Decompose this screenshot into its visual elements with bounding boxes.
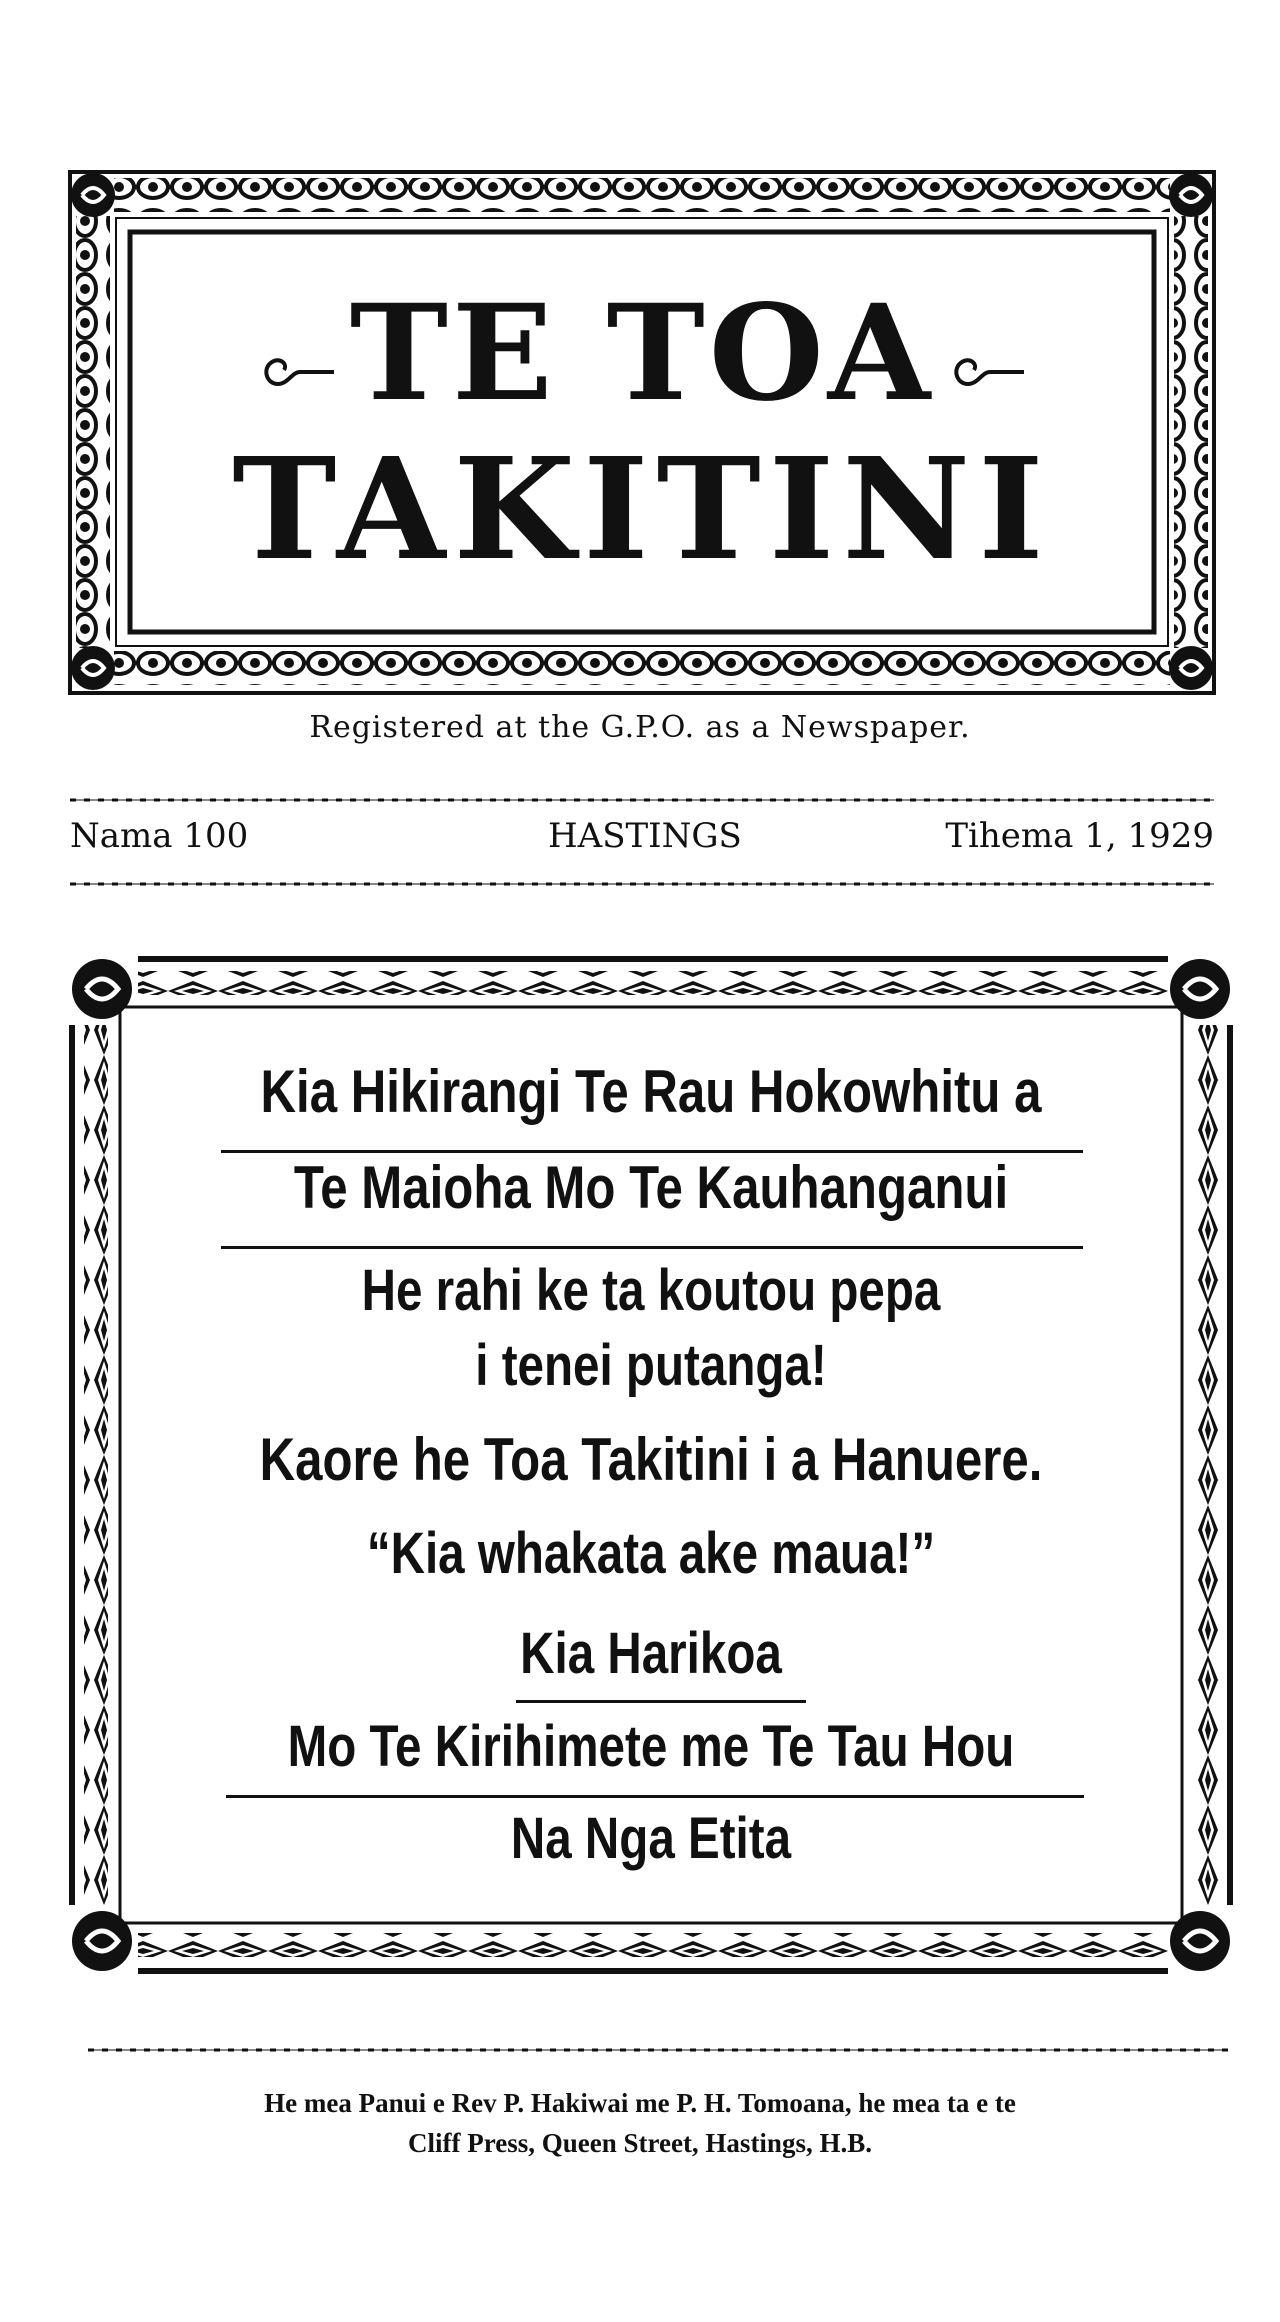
- dotted-rule-bottom: [70, 877, 1214, 891]
- notice-line-4: i tenei putanga!: [475, 1333, 827, 1398]
- notice-line-2: Te Maioha Mo Te Kauhanganui: [293, 1154, 1009, 1221]
- imprint-line-1: He mea Panui e Rev P. Hakiwai me P. H. Tomoana, he mea ta e te: [264, 2088, 1016, 2118]
- notice-line-5: Kaore he Toa Takitini i a Hanuere.: [259, 1426, 1043, 1493]
- issue-date: Tihema 1, 1929: [945, 816, 1214, 856]
- masthead-title-line-1: TE TOA: [349, 276, 935, 431]
- issue-number: Nama 100: [70, 816, 249, 856]
- notice-line-7: Kia Harikoa: [520, 1621, 782, 1686]
- christmas-notice: [68, 955, 1234, 1975]
- underline-8: [226, 1795, 1084, 1798]
- dotted-rule-top: [70, 793, 1214, 807]
- notice-line-1: Kia Hikirangi Te Rau Hokowhitu a: [260, 1058, 1042, 1125]
- notice-line-3: He rahi ke ta koutou pepa: [361, 1258, 941, 1323]
- issue-line: [70, 816, 1214, 866]
- imprint-line-2: Cliff Press, Queen Street, Hastings, H.B.: [408, 2128, 872, 2158]
- masthead-title-line-2: TAKITINI: [232, 428, 1052, 592]
- notice-line-8: Mo Te Kirihimete me Te Tau Hou: [287, 1714, 1015, 1779]
- masthead: [68, 170, 1216, 695]
- notice-line-9: Na Nga Etita: [510, 1806, 792, 1871]
- registered-notice: Registered at the G.P.O. as a Newspaper.: [309, 710, 971, 745]
- notice-line-6: “Kia whakata ake maua!”: [366, 1521, 936, 1586]
- issue-place: HASTINGS: [548, 816, 742, 856]
- underline-7: [516, 1700, 806, 1703]
- underline-2: [221, 1246, 1083, 1249]
- dotted-rule-footer: [88, 2043, 1228, 2057]
